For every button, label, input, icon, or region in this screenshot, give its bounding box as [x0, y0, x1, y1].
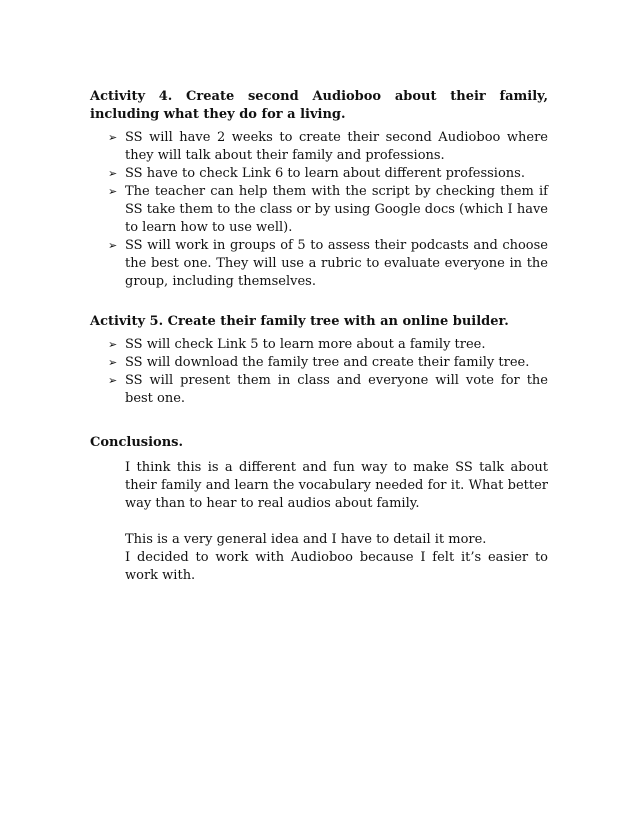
conclusions-heading: Conclusions. — [90, 435, 183, 450]
conclusions-paragraph-2-line-1: This is a very general idea and I have to detail it more. — [125, 532, 487, 547]
list-item — [90, 237, 548, 291]
activity-5-bullet-list — [90, 336, 548, 408]
list-item-text: SS will have 2 weeks to create their second Audioboo where they will talk about their family and professions. — [125, 130, 548, 163]
list-item — [90, 336, 548, 354]
list-item — [90, 129, 548, 165]
activity-5-heading: Activity 5. Create their family tree with an online builder. — [90, 314, 509, 329]
list-item-text: SS will work in groups of 5 to assess their podcasts and choose the best one. They will use a rubric to evaluate everyone in the group, including themselves. — [125, 238, 548, 289]
section-spacer — [90, 408, 548, 434]
activity-4-section — [90, 88, 548, 291]
list-item-text: SS will download the family tree and create their family tree. — [125, 355, 530, 370]
list-item — [90, 165, 548, 183]
conclusions-paragraph-2-line-2: I decided to work with Audioboo because I felt it’s easier to work with. — [125, 550, 548, 583]
arrow-bullet-icon: ➢ — [108, 131, 118, 144]
arrow-bullet-icon: ➢ — [108, 374, 118, 387]
arrow-bullet-icon: ➢ — [108, 356, 118, 369]
conclusions-paragraph-1: I think this is a different and fun way to make SS talk about their family and learn the vocabulary needed for it. What better way than to hear to real audios about family. — [125, 460, 548, 511]
activity-5-section — [90, 313, 548, 408]
document-page — [90, 88, 548, 585]
activity-4-heading: Activity 4. Create second Audioboo about their family, including what they do for a living. — [90, 89, 548, 122]
list-item-text: SS will check Link 5 to learn more about a family tree. — [125, 337, 486, 352]
arrow-bullet-icon: ➢ — [108, 338, 118, 351]
activity-4-bullet-list — [90, 129, 548, 291]
list-item — [90, 183, 548, 237]
section-spacer — [90, 291, 548, 313]
arrow-bullet-icon: ➢ — [108, 239, 118, 252]
list-item — [90, 354, 548, 372]
list-item-text: SS have to check Link 6 to learn about different professions. — [125, 166, 525, 181]
list-item-text: SS will present them in class and everyone will vote for the best one. — [125, 373, 548, 406]
conclusions-section — [90, 434, 548, 585]
paragraph-spacer — [90, 513, 548, 531]
arrow-bullet-icon: ➢ — [108, 167, 118, 180]
arrow-bullet-icon: ➢ — [108, 185, 118, 198]
list-item-text: The teacher can help them with the script by checking them if SS take them to the class or by using Google docs (which I have to learn how to use well). — [125, 184, 548, 235]
list-item — [90, 372, 548, 408]
